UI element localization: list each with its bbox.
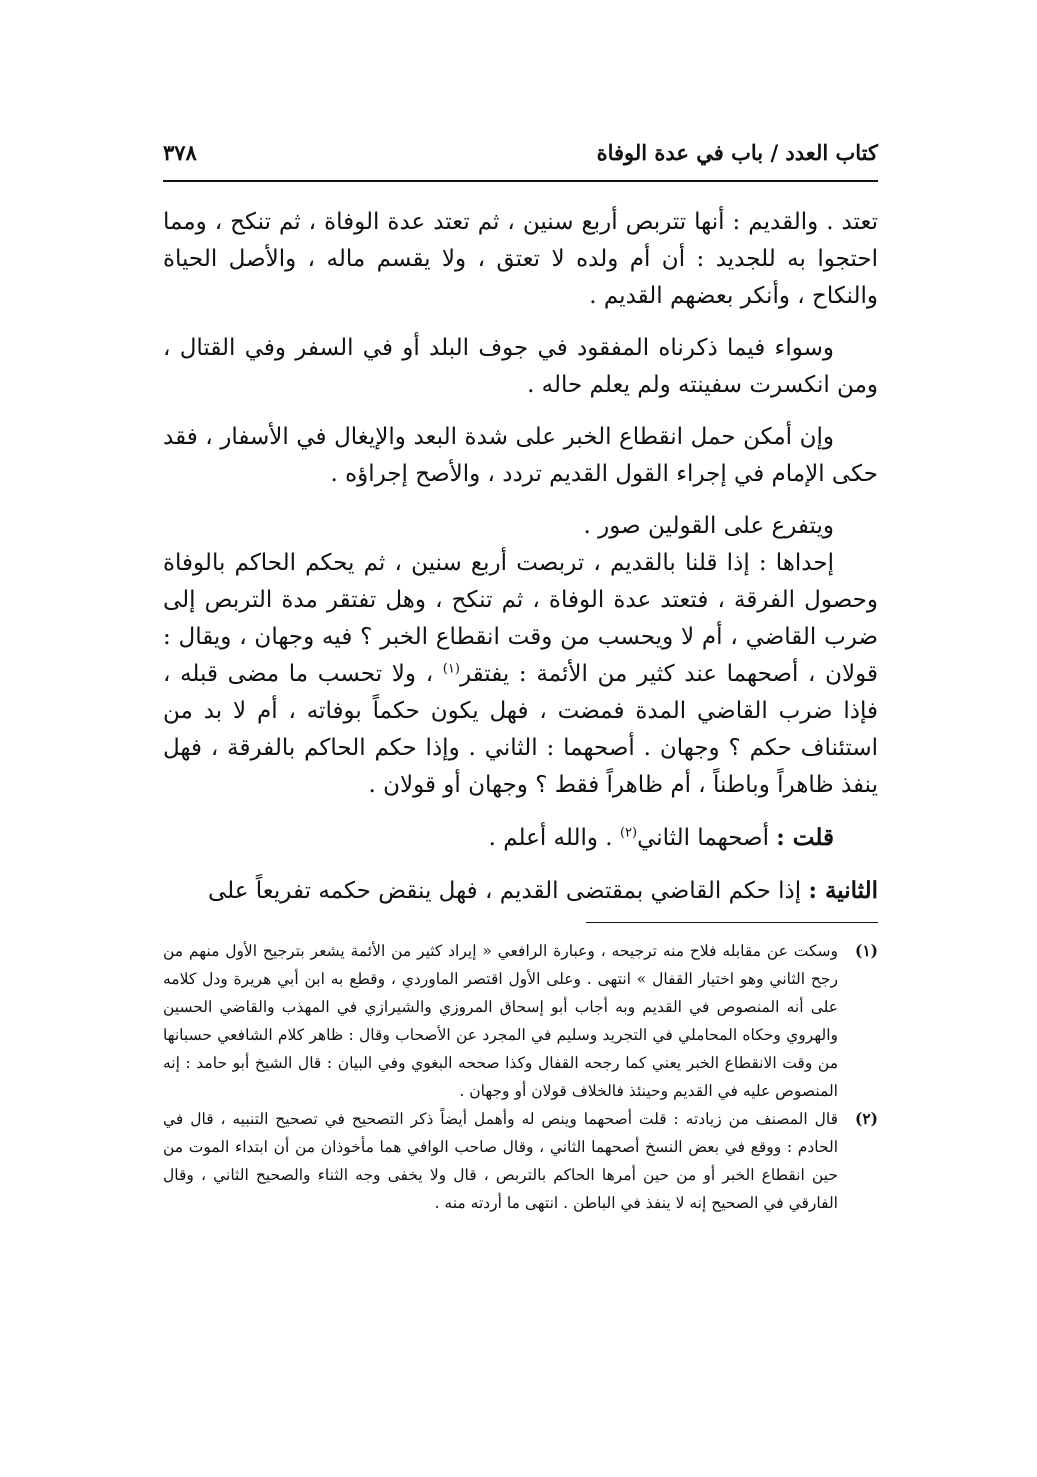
paragraph-5-text-b: ، ولا تحسب ما مضى قبله ، فإذا ضرب القاضي المدة فمضت ، فهل يكون حكماً بوفاته ، أم لا بد من استئناف حكم ؟ وجهان . أصحهما : الثاني . وإذا حكم الحاكم بالفرقة ، فهل ينفذ ظاهراً وباطناً ، أم ظاهراً فقط ؟ وجهان أو قولان . [163,661,878,798]
paragraph-2: وسواء فيما ذكرناه المفقود في جوف البلد أو في السفر وفي القتال ، ومن انكسرت سفينته ولم يعلم حاله . [163,335,878,398]
footnote-1-number: (١) [854,941,878,960]
main-text [163,204,878,910]
footnote-ref-2[interactable]: (٢) [619,825,638,841]
paragraph-6 [163,819,878,857]
book-page [163,140,878,1217]
paragraph-7-lead: الثانية : [808,877,878,904]
footnote-rule [586,922,878,923]
header-rule [163,180,878,182]
paragraph-7 [163,872,878,910]
page-number: ٣٧٨ [163,140,197,165]
paragraph-4: ويتفرع على القولين صور . [583,513,834,539]
paragraph-6-text-b: . والله أعلم . [488,825,620,851]
page-header [163,140,878,176]
footnote-2 [163,1105,878,1217]
paragraph-5-text-a: إحداها : إذا قلنا بالقديم ، تربصت أربع سنين ، ثم يحكم الحاكم بالوفاة وحصول الفرقة ، فتعتد عدة الوفاة ، ثم تنكح ، وهل تفتقر مدة التربص إلى ضرب القاضي ، أم لا ويحسب من وقت انقطاع الخبر ؟ فيه وجهان ، ويقال : قولان ، أصحهما عند كثير من الأئمة : يفتقر [163,550,878,687]
footnote-1-text: وسكت عن مقابله فلاح منه ترجيحه ، وعبارة الرافعي « إيراد كثير من الأئمة يشعر بترجيح الأول منهم من رجح الثاني وهو اختيار القفال » انتهى . وعلى الأول اقتصر الماوردي ، وقطع به ابن أبي هريرة ودل كلامه على أنه المنصوص في القديم وبه أجاب أبو إسحاق المروزي والشيرازي في المهذب والقاضي الحسين والهروي وحكاه المحاملي في التجريد وسليم في المجرد عن الأصحاب وقال : ظاهر كلام الشافعي حسبانها من وقت الانقطاع الخبر يعني كما رجحه القفال وكذا صححه البغوي وفي البيان : قال الشيخ أبو حامد : إنه المنصوص عليه في القديم وحينئذ فالخلاف قولان أو وجهان . [163,942,838,1100]
paragraph-6-lead: قلت : [776,824,834,851]
footnotes [163,937,878,1217]
paragraph-3: وإن أمكن حمل انقطاع الخبر على شدة البعد والإيغال في الأسفار ، فقد حكى الإمام في إجراء القول القديم تردد ، والأصح إجراؤه . [163,424,878,487]
paragraph-5 [163,545,878,804]
footnote-1 [163,937,878,1105]
paragraph-7-text: إذا حكم القاضي بمقتضى القديم ، فهل ينقض حكمه تفريعاً على [207,878,809,904]
running-title: كتاب العدد / باب في عدة الوفاة [596,140,878,165]
footnote-ref-1[interactable]: (١) [442,661,460,677]
paragraph-1: تعتد . والقديم : أنها تتربص أربع سنين ، ثم تعتد عدة الوفاة ، ثم تنكح ، ومما احتجوا به للجديد : أن أم ولده لا تعتق ، ولا يقسم ماله ، والأصل الحياة والنكاح ، وأنكر بعضهم القديم . [163,209,878,309]
footnote-2-number: (٢) [854,1109,878,1128]
footnote-2-text: قال المصنف من زيادته : قلت أصحهما وينص له وأهمل أيضاً ذكر التصحيح في تصحيح التنبيه ، قال في الحادم : ووقع في بعض النسخ أصحهما الثاني ، وقال صاحب الوافي هما مأخوذان من أن ابتداء الموت من حين انقطاع الخبر أو من حين أمرها الحاكم بالتربص ، قال ولا يخفى وجه الثناء والصحيح الثاني ، وقال الفارقي في الصحيح إنه لا ينفذ في الباطن . انتهى ما أردته منه . [163,1110,838,1212]
paragraph-6-text-a: أصحهما الثاني [637,825,777,851]
